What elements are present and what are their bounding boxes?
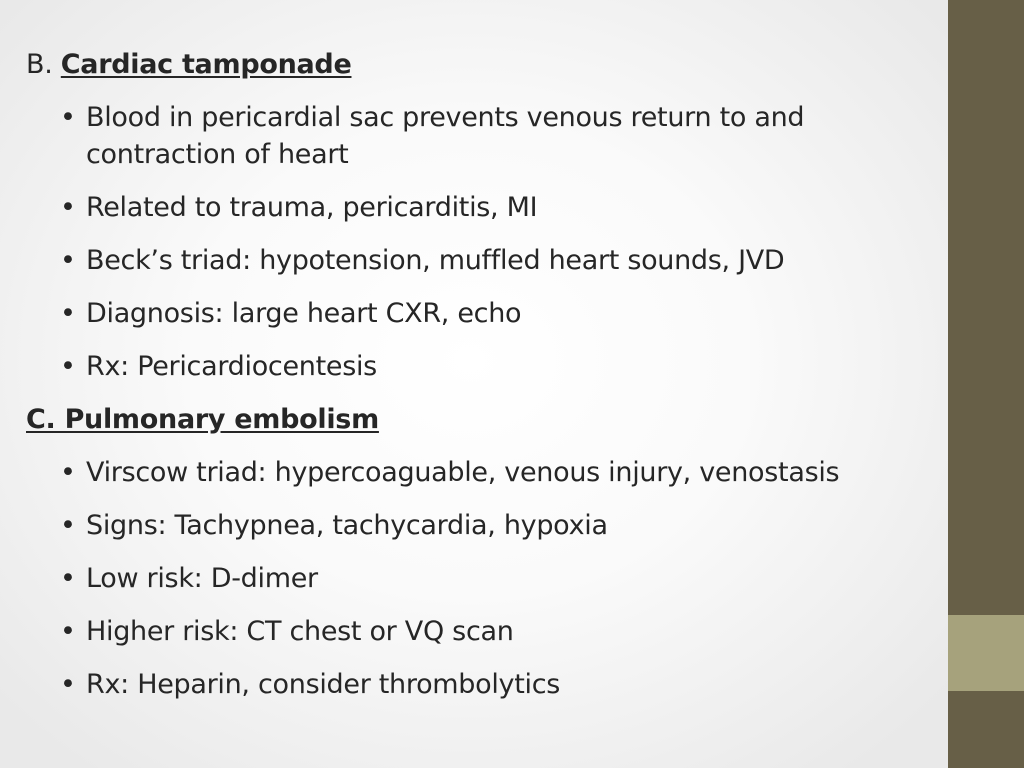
bullet-text: Related to trauma, pericarditis, MI [86,192,538,223]
bullet-text: Beck’s triad: hypotension, muffled heart sounds, JVD [86,245,785,276]
bullet-marker: • [60,245,76,276]
list-item [26,560,941,597]
list-item [26,242,941,279]
bullet-marker: • [60,102,76,133]
bullet-text: Blood in pericardial sac prevents venous return to and contraction of heart [86,102,805,170]
bullet-text: Diagnosis: large heart CXR, echo [86,298,522,329]
bullet-list-pulmonary-embolism [26,454,941,703]
bullet-list-cardiac-tamponade [26,99,941,385]
section-prefix: B. [26,49,61,80]
list-item [26,613,941,650]
bullet-text: Low risk: D-dimer [86,563,318,594]
bullet-marker: • [60,563,76,594]
section-title: C. Pulmonary embolism [26,404,379,435]
side-accent-block [948,615,1024,691]
list-item [26,454,941,491]
list-item [26,99,941,173]
list-item [26,295,941,332]
list-item [26,666,941,703]
bullet-text: Rx: Pericardiocentesis [86,351,377,382]
bullet-text: Signs: Tachypnea, tachycardia, hypoxia [86,510,608,541]
list-item [26,507,941,544]
bullet-marker: • [60,669,76,700]
bullet-marker: • [60,192,76,223]
bullet-marker: • [60,298,76,329]
bullet-text: Rx: Heparin, consider thrombolytics [86,669,561,700]
bullet-marker: • [60,457,76,488]
section-heading-pulmonary-embolism [26,401,941,438]
slide-content [26,46,941,703]
section-title: Cardiac tamponade [60,49,352,80]
bullet-text: Higher risk: CT chest or VQ scan [86,616,514,647]
bullet-marker: • [60,616,76,647]
bullet-marker: • [60,351,76,382]
list-item [26,189,941,226]
section-heading-cardiac-tamponade [26,46,941,83]
section-spacer [26,385,941,401]
bullet-text: Virscow triad: hypercoaguable, venous injury, venostasis [86,457,840,488]
list-item [26,348,941,385]
bullet-marker: • [60,510,76,541]
